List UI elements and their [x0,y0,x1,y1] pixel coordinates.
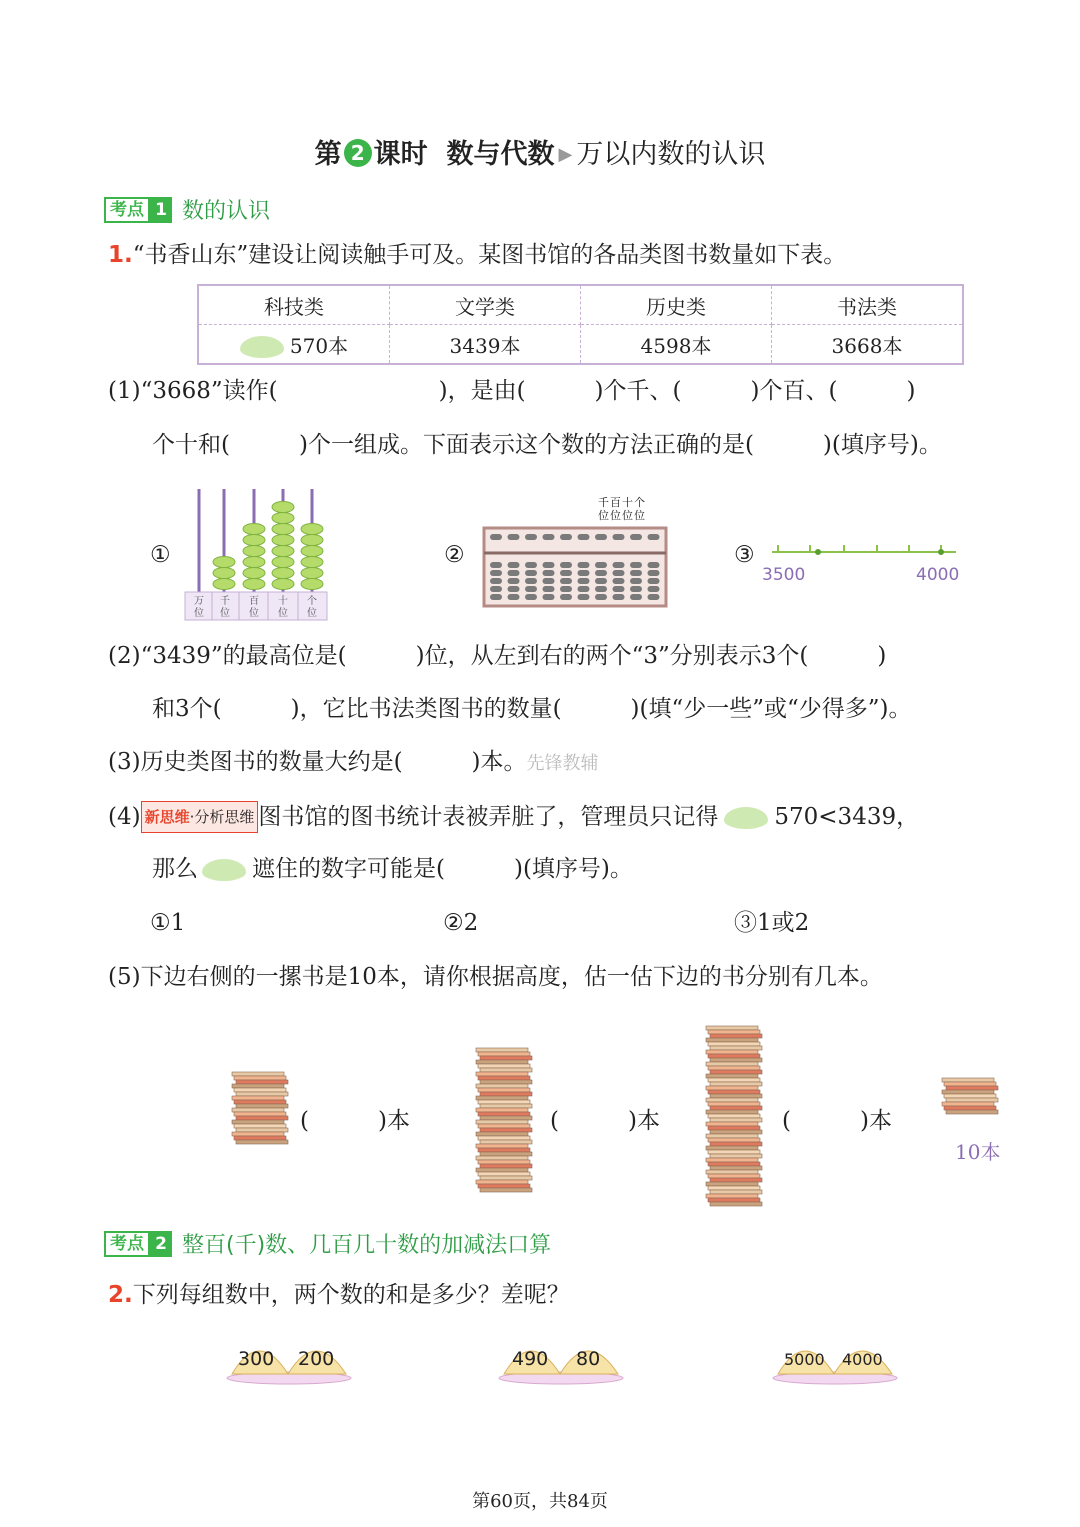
suanpan-bead [630,578,642,584]
book [946,1086,998,1090]
suanpan-bead [543,570,555,576]
book [232,1084,284,1088]
book [232,1120,284,1124]
question-2-stem [108,1280,570,1310]
abacus-bead [301,535,323,546]
suanpan-bead [508,594,520,600]
table-header-row [198,285,963,325]
book [476,1156,528,1160]
abacus-label-qian: 千 [220,596,230,607]
page-footer: 第60页，共84页 [472,1491,608,1512]
book [476,1168,528,1172]
book [710,1190,762,1194]
suanpan-bead [648,562,660,568]
abacus-bead [213,579,235,590]
part-4-text-b: 遮住的数字可能是( )(填序号)。 [252,856,633,882]
abacus-bead [301,568,323,579]
table-header: 科技类 [198,285,390,325]
book [708,1030,760,1034]
book [476,1060,528,1064]
abacus-bead [213,557,235,568]
part-4-option-3: ③1或2 [734,910,810,936]
svg-text:位: 位 [278,608,288,619]
book [706,1110,758,1114]
suanpan-bead [648,586,660,592]
book [710,1034,762,1038]
book [710,1070,762,1074]
abacus-bead [243,535,265,546]
table-header: 历史类 [581,285,772,325]
suanpan-bead [595,586,607,592]
book-stack-1 [230,1070,292,1162]
book [478,1088,530,1092]
book [710,1058,762,1062]
book [480,1092,532,1096]
suanpan-bead [630,586,642,592]
suanpan-bead [578,570,590,576]
book [476,1144,528,1148]
abacus-bead [272,568,294,579]
option-3-mark: ③ [734,542,755,568]
number-pair-3 [770,1332,900,1388]
abacus-bead [243,568,265,579]
book [478,1100,530,1104]
table-cell-value: 570本 [289,333,349,358]
book [476,1048,528,1052]
kaodian-number: 2 [150,1231,172,1257]
book [478,1052,530,1056]
numberline-end: 4000 [916,565,960,585]
book [944,1094,996,1098]
suanpan-bead [630,534,642,540]
suanpan-header-row: 位位位位 [598,509,646,522]
suanpan-bead [630,594,642,600]
suanpan-bead [630,562,642,568]
suanpan-bead [578,534,590,540]
book [478,1148,530,1152]
suanpan-bead [560,594,572,600]
abacus-bead [213,568,235,579]
suanpan-bead [613,586,625,592]
subject-label: 数与代数 [446,139,555,170]
book [478,1172,530,1176]
book [706,1050,758,1054]
book [236,1140,288,1144]
book [234,1112,286,1116]
book [710,1082,762,1086]
suanpan-bead [543,534,555,540]
svg-text:位: 位 [194,608,204,619]
pair-number: 490 [512,1348,549,1370]
suanpan-bead [613,534,625,540]
book [708,1078,760,1082]
pair-number: 80 [576,1348,601,1370]
part-1-line-2: 个十和( )个一组成。下面表示这个数的方法正确的是( )(填序号)。 [152,432,942,458]
xinsi-sub: ·分析思维 [189,808,255,826]
lesson-title [0,132,1080,171]
suanpan-bead [595,578,607,584]
book [946,1110,998,1114]
part-4-line-1 [108,801,919,833]
number-line [760,536,970,588]
question-number: 1. [108,242,133,268]
option-1-mark: ① [150,542,171,568]
book [710,1046,762,1050]
suanpan-bead [648,570,660,576]
book [944,1106,996,1110]
abacus-bead [301,557,323,568]
book [706,1182,758,1186]
book [478,1064,530,1068]
svg-text:位: 位 [220,608,230,619]
book [476,1072,528,1076]
suanpan-bead [525,594,537,600]
kaodian-number: 1 [150,197,172,223]
book [236,1116,288,1120]
blank-answer-1: ( )本 [300,1108,410,1134]
book [946,1098,998,1102]
blank-answer-3: ( )本 [782,1108,892,1134]
lesson-prefix: 第 [314,139,342,170]
part-4-inequality: 570<3439， [774,804,920,830]
book [708,1042,760,1046]
book [710,1118,762,1122]
books-table [197,284,964,365]
book-stack-2 [474,1046,536,1202]
topic-label: 万以内数的认识 [576,139,766,170]
part-4-line-2 [152,854,633,884]
book [236,1092,288,1096]
book [478,1184,530,1188]
suanpan-bead [525,570,537,576]
xinsi-badge [141,801,259,833]
suanpan-bead [490,594,502,600]
book [706,1146,758,1150]
part-3-line [108,747,599,779]
book [708,1150,760,1154]
suanpan-bead [525,562,537,568]
part-4-text-a: 那么 [152,856,198,882]
suanpan-bead [648,578,660,584]
suanpan-bead [490,562,502,568]
book [478,1160,530,1164]
book [708,1090,760,1094]
book [710,1202,762,1206]
book [234,1088,286,1092]
book [706,1134,758,1138]
book [708,1054,760,1058]
suanpan-bead [578,586,590,592]
book [476,1096,528,1100]
book [708,1138,760,1142]
triangle-icon: ▶ [558,144,573,165]
book [944,1082,996,1086]
suanpan-bead [578,594,590,600]
suanpan-bead [508,586,520,592]
suanpan-bead [543,594,555,600]
book [706,1086,758,1090]
book [232,1132,284,1136]
suanpan-bead [613,594,625,600]
suanpan-bead [525,586,537,592]
abacus-bead [301,546,323,557]
book [480,1056,532,1060]
svg-text:位: 位 [249,608,259,619]
book [706,1038,758,1042]
kaodian-2 [104,1228,551,1259]
suanpan-bead [560,578,572,584]
abacus-label-shi: 十 [278,596,288,607]
question-text: “书香山东”建设让阅读触手可及。某图书馆的各品类图书数量如下表。 [132,242,847,268]
book [710,1142,762,1146]
pair-number: 5000 [784,1350,825,1369]
part-2-line-2: 和3个( )，它比书法类图书的数量( )(填“少一些”或“少得多”)。 [152,696,912,722]
abacus-label-ge: 个 [307,596,317,607]
suanpan-bead [490,570,502,576]
part-3-text: (3)历史类图书的数量大约是( )本。 [108,749,527,775]
suanpan-bead [595,534,607,540]
abacus-bead [243,579,265,590]
suanpan-bead [490,534,502,540]
book [706,1062,758,1066]
book [234,1076,286,1080]
abacus-label-wan: 万 [194,596,204,607]
blank-answer-2: ( )本 [550,1108,660,1134]
book [480,1068,532,1072]
abacus-bead [301,524,323,535]
book [478,1136,530,1140]
suanpan-bead [508,570,520,576]
suanpan-header [598,496,646,522]
suanpan-bead [578,562,590,568]
number-pair-1 [224,1332,354,1388]
part-4-option-2: ②2 [443,910,479,936]
abacus-diagram [182,484,332,624]
book [476,1180,528,1184]
lesson-number-badge: 2 [344,139,372,167]
part-4-option-1: ①1 [150,910,186,936]
pair-number: 4000 [842,1350,883,1369]
pair-number: 300 [238,1348,275,1370]
ten-books-label: 10本 [955,1140,1001,1164]
suanpan-bead [543,578,555,584]
book [480,1140,532,1144]
part-4-prefix: (4) [108,804,141,830]
table-cell: 4598本 [581,325,772,365]
suanpan-bead [595,594,607,600]
suanpan-bead [543,562,555,568]
abacus-bead [243,524,265,535]
book [476,1108,528,1112]
abacus-bead [243,546,265,557]
suanpan-bead [560,562,572,568]
part-1-line-1: (1)“3668”读作( )，是由( )个千、( )个百、( ) [108,378,916,404]
book [710,1178,762,1182]
kaodian-tag: 考点 [104,1231,150,1257]
book [480,1104,532,1108]
book [708,1066,760,1070]
abacus-bead [272,502,294,513]
option-2-mark: ② [444,542,465,568]
suanpan-bead [508,562,520,568]
abacus-bead [272,524,294,535]
suanpan-bead [613,562,625,568]
abacus-bead [272,513,294,524]
book [480,1176,532,1180]
kaodian-tag: 考点 [104,197,150,223]
kaodian-text: 数的认识 [182,199,271,224]
book [708,1174,760,1178]
book [710,1094,762,1098]
book [942,1090,994,1094]
question-1-stem [108,240,846,270]
book [706,1122,758,1126]
svg-text:位: 位 [307,608,317,619]
suanpan-bead [560,534,572,540]
book [236,1128,288,1132]
part-4-text: 图书馆的图书统计表被弄脏了，管理员只记得 [258,804,719,830]
book [478,1112,530,1116]
table-cell [198,325,390,365]
book [710,1130,762,1134]
abacus-bead [272,535,294,546]
watermark: 先锋教辅 [526,753,599,774]
suanpan-bead [560,570,572,576]
leaf-stain-icon [240,336,284,358]
numberline-start: 3500 [762,565,806,585]
suanpan-bead [595,570,607,576]
book [710,1106,762,1110]
book [706,1158,758,1162]
lesson-suffix: 课时 [373,139,428,170]
table-header: 文学类 [390,285,581,325]
book [708,1126,760,1130]
abacus-bead [301,579,323,590]
book [706,1026,758,1030]
suanpan-bead [543,586,555,592]
suanpan-bead [508,578,520,584]
kaodian-1 [104,194,270,225]
suanpan-bead [490,578,502,584]
book [236,1104,288,1108]
kaodian-text: 整百(千)数、几百几十数的加减法口算 [182,1233,552,1258]
book [942,1102,994,1106]
book [234,1100,286,1104]
book [232,1072,284,1076]
book [708,1114,760,1118]
book [708,1102,760,1106]
leaf-stain-icon [724,807,768,829]
book [476,1084,528,1088]
abacus-bead [272,557,294,568]
suanpan-header-row: 千百十个 [598,496,646,509]
book [480,1152,532,1156]
book [234,1136,286,1140]
suanpan-bead [578,578,590,584]
abacus-bead [272,579,294,590]
book [708,1186,760,1190]
book [706,1194,758,1198]
suanpan-bead [490,586,502,592]
suanpan-bead [630,570,642,576]
abacus-bead [272,546,294,557]
book [232,1108,284,1112]
xinsi-main: 新思维 [144,808,190,826]
question-number: 2. [108,1282,133,1308]
suanpan-bead [525,534,537,540]
book [476,1120,528,1124]
part-5-line: (5)下边右侧的一摞书是10本，请你根据高度，估一估下边的书分别有几本。 [108,964,883,990]
table-row [198,325,963,365]
abacus-bead [243,557,265,568]
suanpan-bead [648,594,660,600]
book [476,1132,528,1136]
suanpan-bead [560,586,572,592]
table-header: 书法类 [772,285,964,325]
table-cell: 3439本 [390,325,581,365]
book [480,1080,532,1084]
book-stack-10 [940,1076,1012,1136]
suanpan-bead [595,562,607,568]
book [480,1164,532,1168]
suanpan-bead [525,578,537,584]
book [236,1080,288,1084]
book [942,1078,994,1082]
book [708,1162,760,1166]
book [234,1124,286,1128]
part-2-line-1: (2)“3439”的最高位是( )位，从左到右的两个“3”分别表示3个( ) [108,643,887,669]
book [706,1074,758,1078]
book [710,1166,762,1170]
book [706,1170,758,1174]
table-cell: 3668本 [831,333,903,358]
pair-number: 200 [298,1348,335,1370]
book [480,1188,532,1192]
suanpan-bead [648,534,660,540]
book [710,1154,762,1158]
number-pair-2 [496,1332,626,1388]
abacus-label-bai: 百 [249,596,259,607]
suanpan-bead [613,570,625,576]
question-text: 下列每组数中，两个数的和是多少？差呢？ [132,1282,570,1308]
book [480,1116,532,1120]
book-stack-3 [704,1024,766,1216]
book [708,1198,760,1202]
book [706,1098,758,1102]
suanpan-bead [508,534,520,540]
book [478,1124,530,1128]
book [232,1096,284,1100]
suanpan-bead [613,578,625,584]
leaf-stain-icon [202,859,246,881]
suanpan-diagram [482,526,668,608]
book [478,1076,530,1080]
book [480,1128,532,1132]
